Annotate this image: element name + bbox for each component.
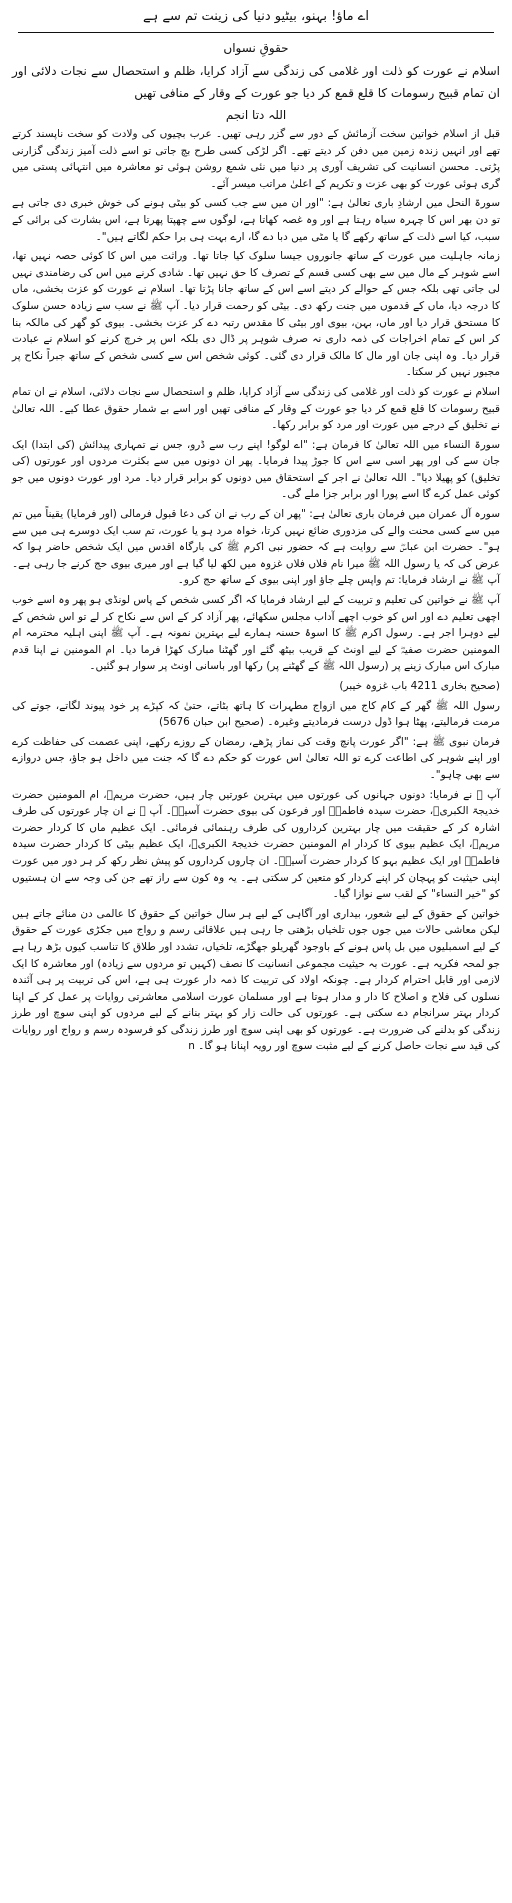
paragraph: آپ ﷺ نے فرمایا: دونوں جہانوں کی عورتوں میں بہترین عورتیں چار ہیں، حضرت مریمؑ، ام المومنین حضرت خدیجۃ الکبریؓ، حضرت سیدہ فاطمہؓ اور فرعون کی بیوی حضرت آسیہؑ۔ آپ ﷺ نے ان چار عورتوں کی طرف اشارہ کر کے حقیقت میں چار بہترین کرداروں کی طرف رہنمائی فرمائی۔ ایک عظیم ماں کا کردار حضرت مریمؑ، ایک عظیم بیوی کا کردار ام المومنین حضرت خدیجۃ الکبریؓ، ایک عظیم بیٹی کا کردار حضرت سیدہ فاطمہؓ اور ایک عظیم بہو کا کردار حضرت آسیہؑ۔ ان چاروں کرداروں کو پیش نظر رکھ کر ہر دور میں عورت اپنی حیثیت کو پہچان کر اپنے کردار کو متعین کر سکتی ہے۔ یہ وہ کون سے راز تھے جن کی وجہ سے ان ہستیوں کو "خیر النساء" کے لقب سے نوازا گیا۔ [12,788,500,901]
paragraph: خواتین کے حقوق کے لیے شعور، بیداری اور آگاہی کے لیے ہر سال خواتین کے حقوق کا عالمی دن منائے جاتے ہیں لیکن معاشی حالات میں جوں جوں تلخیاں بڑھتی جا رہی ہیں علاقائی رسم و رواج میں جکڑی عورت کے حقوق کے لیے اسمبلیوں میں بل پاس ہونے کے باوجود گھریلو جھگڑے، تلخیاں، تشدد اور طلاق کا تناسب کیوں بڑھ رہا ہے جو لمحہ فکریہ ہے۔ عورت بہ حیثیت مجموعی انسانیت کا نصف (کہیں تو مردوں سے زیادہ) اور معاشرہ کا ایک لازمی اور قابل احترام کردار ہے۔ چونکہ اولاد کی تربیت کا ذمہ دار عورت ہی ہے، اس کی تربیت پر ہی آئندہ نسلوں کی فلاح و اصلاح کا دار و مدار ہوتا ہے اور مسلمان عورت اسلامی معاشرتی روایات پر عمل کر کے اپنا کردار بہتر سرانجام دے سکتی ہے۔ عورتوں کی حالت زار کو بہتر بنانے کے لیے مردوں کو اپنی سوچ اور طرز زندگی کو بدلنے کی ضرورت ہے۔ عورتوں کو بھی اپنی سوچ اور طرز زندگی کو فرسودہ رسم و رواج اور روایات کی قید سے نجات حاصل کرنے کے لیے مثبت سوچ اور رویہ اپنانا ہو گا۔ n [12,907,500,1053]
paragraph: سورۃ النحل میں ارشادِ باری تعالیٰ ہے: "اور ان میں سے جب کسی کو بیٹی ہونے کی خوش خبری دی جاتی ہے تو دن بھر اس کا چہرہ سیاہ رہتا ہے اور وہ غصہ کھاتا ہے، لوگوں سے چھپتا پھرتا ہے، اس بشارت کی برائی کے سبب، کیا اسے ذلت کے ساتھ رکھے گا یا مٹی میں دبا دے گا، ارے بہت ہی برا حکم لگاتے ہیں"۔ [12,197,500,243]
paragraph: آپ ﷺ نے خواتین کی تعلیم و تربیت کے لیے ارشاد فرمایا کہ اگر کسی شخص کے پاس لونڈی ہو پھر وہ اسے خوب اچھی تعلیم دے اور اس کو خوب اچھے آداب مجلس سکھائے، پھر آزاد کر کے اس سے نکاح کر لے تو اس شخص کے لیے دوہرا اجر ہے۔ رسول اکرم ﷺ کا اسوۂ حسنہ ہمارے لیے بہترین نمونہ ہے۔ آپ ﷺ اپنی اہلیہ محترمہ ام المومنین حضرت صفیہؓ کے لیے اونٹ کے قریب بیٹھ گئے اور گھٹنا مبارک کھڑا فرما دیا۔ ام المومنین نے اپنا قدم مبارک اس مبارک زینے پر (رسول اللہ ﷺ کے گھٹنے پر) رکھا اور باسانی اونٹ پر سوار ہو گئیں۔ [12,594,500,673]
reference: (صحیح بخاری 4211 باب غزوہ خیبر) [339,680,500,692]
paragraph: قبل از اسلام خواتین سخت آزمائش کے دور سے گزر رہی تھیں۔ عرب بچیوں کی ولادت کو سخت ناپسند کرتے تھے اور انہیں زندہ زمین میں دفن کر دیتے تھے۔ اگر لڑکی کسی طرح بچ جاتی تو اسے ذلت آمیز زندگی گزارنی پڑتی۔ محسن انسانیت کی تشریف آوری پر دنیا میں نئی شمع روشن ہوئی تو معاشرہ میں انتہائی پستی میں گری ہوئی عورت کو بھی عزت و تکریم کے اعلیٰ مراتب میسر آئے۔ [12,128,500,190]
paragraph: زمانہ جاہلیت میں عورت کے ساتھ جانوروں جیسا سلوک کیا جاتا تھا۔ وراثت میں اس کا کوئی حصہ نہیں تھا، اسے شوہر کے مال میں سے بھی کسی قسم کے تصرف کا حق نہیں تھا۔ شادی کرنے میں اس کی رضامندی نہیں لی جاتی تھی بلکہ جس کے حوالے کر دیتے اسے اس کے ساتھ جانا پڑتا تھا۔ اسلام نے عورت کو عزت بخشی، ماں کا درجہ دیا، ماں کے قدموں میں جنت رکھ دی۔ بیٹی کو رحمت قرار دیا۔ آپ ﷺ نے سب سے زیادہ حسن سلوک کا مستحق قرار دیا اور ماں، بہن، بیوی اور بیٹی کا مقدس رتبہ دے کر عزت بخشی۔ بیوی کو گھر کی مالکہ بنا کر اس کے تمام اخراجات کی ذمہ داری نہ صرف شوہر پر ڈال دی بلکہ اس پر خرچ کرنے کو اسلام نے عبادت قرار دیا۔ وہ اپنی جان اور مال کا مالک قرار دی گئی۔ کوئی شخص اس سے کسی شخص کے ساتھ جبراً نکاح پر مجبور نہیں کر سکتا۔ [12,250,500,379]
paragraph: سورۃ النساء میں اللہ تعالیٰ کا فرمان ہے: "اے لوگو! اپنے رب سے ڈرو، جس نے تمہاری پیدائش (کی ابتدا) ایک جان سے کی اور پھر اسی سے اس کا جوڑ پیدا فرمایا۔ پھر ان دونوں میں سے بکثرت مردوں اور عورتوں (کی تخلیق) کو پھیلا دیا"۔ اللہ تعالیٰ نے اجر کے استحقاق میں دونوں کو برابر قرار دیا۔ مرد اور عورت دونوں میں جو کوئی عمل کرے گا اسے پورا اور برابر جزا ملے گی۔ [12,438,500,501]
paragraph: سورہ آل عمران میں فرمان باری تعالیٰ ہے: "پھر ان کے رب نے ان کی دعا قبول فرمالی (اور فرمایا) یقیناً میں تم میں سے کسی محنت والے کی مزدوری ضائع نہیں کرتا، خواہ مرد ہو یا عورت، تم سب ایک دوسرے ہی میں سے ہو"۔ حضرت ابن عباسؓ سے روایت ہے کہ حضور نبی اکرم ﷺ کی بارگاہ اقدس میں ایک شخص حاضر ہوا کہ عرض کی کہ یا رسول اللہ ﷺ میرا نام فلاں فلاں غزوہ میں لکھ لیا گیا ہے اور میری بیوی حج کرنے جا رہی ہے۔ آپ ﷺ نے ارشاد فرمایا: تم واپس چلے جاؤ اور اپنی بیوی کے ساتھ حج کرو۔ [12,508,500,587]
title-divider [18,32,494,33]
article-body [12,126,500,1055]
paragraph: فرمان نبوی ﷺ ہے: "اگر عورت پانچ وقت کی نماز پڑھے، رمضان کے روزے رکھے، اپنی عصمت کی حفاظت کرے اور اپنے شوہر کی اطاعت کرے تو اللہ تعالیٰ اس عورت کو حکم دے گا کہ جنت میں داخل ہو جاؤ، جس دروازے سے بھی چاہو"۔ [12,735,500,781]
paragraph: رسول اللہ ﷺ گھر کے کام کاج میں ازواج مطہرات کا ہاتھ بٹاتے، حتیٰ کہ کپڑے پر خود پیوند لگاتے، جوتے کی مرمت فرمالیتے، پھٹا ہوا ڈول درست فرمادیتے وغیرہ۔ (صحیح ابن حبان 5676) [12,699,500,729]
paragraph: اسلام نے عورت کو ذلت اور غلامی کی زندگی سے آزاد کرایا، ظلم و استحصال سے نجات دلائی، اسلام نے ان تمام قبیح رسومات کا قلع قمع کر دیا جو عورت کے وقار کے منافی تھیں اور اسے بے شمار حقوق عطا کیے۔ اللہ تعالیٰ نے تخلیق کے درجے میں عورت اور مرد کو برابر رکھا۔ [12,385,500,432]
main-title: اے ماؤ! بہنو، بیٹیو دنیا کی زینت تم سے ہے [143,9,369,24]
subtitle: حقوقِ نسواں [223,41,289,55]
author-name: اللہ دتا انجم [225,108,287,122]
intro-text: اسلام نے عورت کو ذلت اور غلامی کی زندگی سے آزاد کرایا، ظلم و استحصال سے نجات دلائی اور ان تمام قبیح رسومات کا قلع قمع کر دیا جو عورت کے وقار کے منافی تھیں [12,64,500,100]
